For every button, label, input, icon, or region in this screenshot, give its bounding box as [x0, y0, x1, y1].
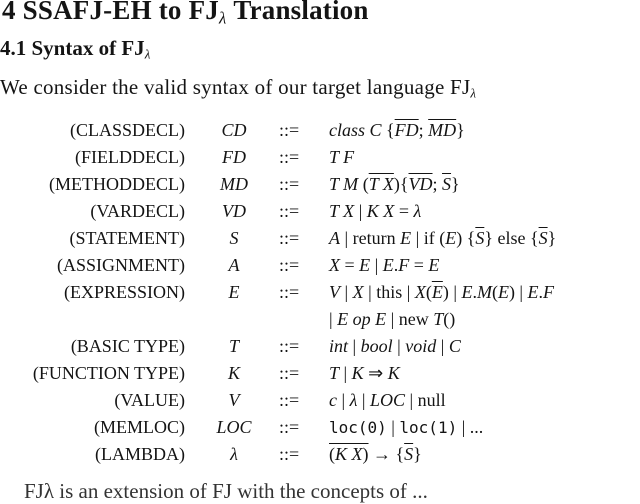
grammar-row — [0, 174, 640, 200]
rule-define-symbol: ::= — [279, 201, 300, 221]
rule-label: (METHODDECL) — [49, 174, 185, 194]
rule-define-symbol: ::= — [279, 417, 300, 437]
rule-metavariable: E — [228, 282, 240, 302]
grammar-row — [0, 255, 640, 281]
rule-define-symbol: ::= — [279, 390, 300, 410]
rule-production-continued: | E op E | new T() — [329, 309, 456, 329]
rule-label: (VALUE) — [114, 390, 185, 410]
rule-production: loc(0) | loc(1) | ... — [329, 417, 484, 437]
rule-production: c | λ | LOC | null — [329, 390, 446, 410]
rule-production: T F — [329, 147, 355, 167]
rule-label: (VARDECL) — [90, 201, 185, 221]
rule-metavariable: S — [229, 228, 239, 248]
rule-define-symbol: ::= — [279, 174, 300, 194]
rule-metavariable: λ — [230, 444, 238, 464]
rule-define-symbol: ::= — [279, 336, 300, 356]
rule-metavariable: A — [228, 255, 240, 275]
grammar-row — [0, 282, 640, 308]
grammar-row — [0, 444, 640, 470]
intro-paragraph: We consider the valid syntax of our target language $FJ_\lambda$ — [0, 75, 477, 101]
grammar-row — [0, 363, 640, 389]
rule-define-symbol: ::= — [279, 228, 300, 248]
grammar-row — [0, 390, 640, 416]
rule-define-symbol: ::= — [279, 282, 300, 302]
rule-production: A | return E | if (E) $\{\overline{S}\}$ else $\{\overline{S}\}$ — [329, 228, 557, 248]
grammar-row — [0, 417, 640, 443]
rule-label: (LAMBDA) — [95, 444, 185, 464]
rule-label: (CLASSDECL) — [69, 120, 185, 140]
grammar-row — [0, 309, 640, 335]
rule-production: (K $X) \to \{\overline{S}\}$ — [329, 444, 422, 464]
grammar-row — [0, 120, 640, 146]
rule-metavariable: LOC — [216, 417, 252, 437]
rule-label: (BASIC TYPE) — [70, 336, 185, 356]
rule-label: (FIELDDECL) — [75, 147, 185, 167]
rule-define-symbol: ::= — [279, 255, 300, 275]
grammar-row — [0, 336, 640, 362]
rule-metavariable: FD — [222, 147, 246, 167]
rule-production: X = E | E.F = E — [329, 255, 440, 275]
rule-production: V | X | this | $X(\overline{E})$ | E.M(E) | E.F — [329, 282, 555, 302]
rule-define-symbol: ::= — [279, 147, 300, 167]
rule-define-symbol: ::= — [279, 444, 300, 464]
rule-metavariable: CD — [221, 120, 247, 140]
rule-label: (ASSIGNMENT) — [57, 255, 185, 275]
rule-metavariable: MD — [220, 174, 248, 194]
rule-metavariable: VD — [222, 201, 246, 221]
rule-production: T X | K X = λ — [329, 201, 422, 221]
grammar-row — [0, 201, 640, 227]
section-title: 4 SSAFJ-EH to $FJ_\lambda$ Translation — [2, 0, 369, 28]
rule-define-symbol: ::= — [279, 363, 300, 383]
rule-production: T M (T $X)\{\overline{VD}$; $\overline{S}$} — [329, 174, 460, 194]
subsection-title: 4.1 Syntax of $FJ_\lambda$ — [0, 36, 151, 62]
rule-label: (FUNCTION TYPE) — [32, 363, 185, 383]
rule-label: (EXPRESSION) — [63, 282, 185, 302]
rule-production: class C {$\overline{FD}$; $\overline{MD}$} — [329, 120, 465, 140]
rule-production: int | bool | void | C — [329, 336, 461, 356]
footer-text: FJλ is an extension of FJ with the concepts of ... — [24, 479, 428, 503]
rule-production: T | K ⇒ K — [329, 363, 400, 383]
grammar-row — [0, 228, 640, 254]
grammar-row — [0, 147, 640, 173]
rule-label: (MEMLOC) — [94, 417, 185, 437]
rule-metavariable: K — [227, 363, 240, 383]
rule-label: (STATEMENT) — [69, 228, 185, 248]
rule-define-symbol: ::= — [279, 120, 300, 140]
rule-metavariable: V — [228, 390, 240, 410]
rule-metavariable: T — [228, 336, 239, 356]
